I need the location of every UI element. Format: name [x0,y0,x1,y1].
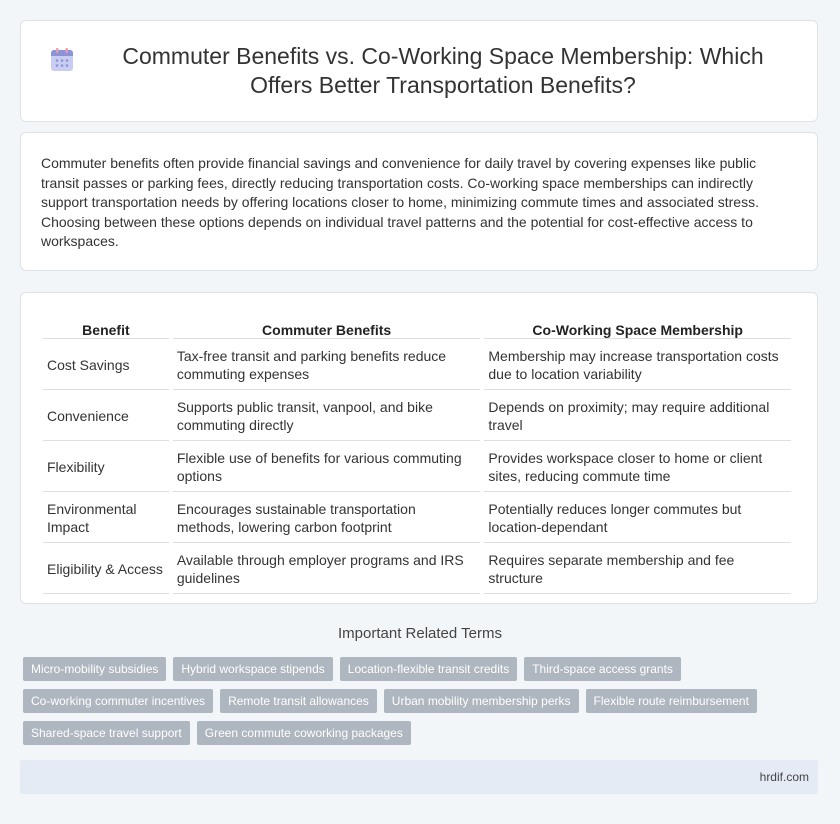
table-row [43,492,791,543]
related-tags [23,657,813,753]
row-commuter: Flexible use of benefits for various commuting options [173,441,481,492]
related-tag[interactable]: Flexible route reimbursement [586,689,757,713]
row-commuter: Tax-free transit and parking benefits reduce commuting expenses [173,339,481,390]
row-coworking: Membership may increase transportation costs due to location variability [484,339,791,390]
related-tag[interactable]: Shared-space travel support [23,721,190,745]
table-row [43,339,791,390]
row-commuter: Available through employer programs and IRS guidelines [173,543,481,594]
row-coworking: Potentially reduces longer commutes but location-dependant [484,492,791,543]
row-benefit: Environmental Impact [43,492,169,543]
comparison-table [39,313,795,594]
table-row [43,543,791,594]
footer [20,760,818,794]
title-card [20,20,818,122]
table-header-row [43,313,791,339]
row-coworking: Depends on proximity; may require additional travel [484,390,791,441]
row-benefit: Flexibility [43,441,169,492]
related-tag[interactable]: Green commute coworking packages [197,721,411,745]
header-commuter-benefits: Commuter Benefits [173,313,481,339]
related-tag[interactable]: Micro-mobility subsidies [23,657,166,681]
page-title: Commuter Benefits vs. Co-Working Space Membership: Which Offers Better Transportation Benefits? [122,43,764,98]
document-icon [49,47,75,73]
related-terms-title: Important Related Terms [338,625,502,642]
table-row [43,390,791,441]
related-tag[interactable]: Hybrid workspace stipends [173,657,332,681]
row-coworking: Provides workspace closer to home or client sites, reducing commute time [484,441,791,492]
related-tag[interactable]: Third-space access grants [524,657,681,681]
related-tag[interactable]: Co-working commuter incentives [23,689,213,713]
related-tag[interactable]: Location-flexible transit credits [340,657,517,681]
row-commuter: Supports public transit, vanpool, and bike commuting directly [173,390,481,441]
related-tag[interactable]: Urban mobility membership perks [384,689,579,713]
title-wrap [49,42,789,100]
header-coworking-membership: Co-Working Space Membership [484,313,791,339]
row-benefit: Convenience [43,390,169,441]
row-benefit: Eligibility & Access [43,543,169,594]
row-coworking: Requires separate membership and fee structure [484,543,791,594]
footer-site-link[interactable]: hrdif.com [759,770,809,784]
summary-card [20,132,818,271]
header-benefit: Benefit [43,313,169,339]
comparison-table-card [20,292,818,604]
related-tag[interactable]: Remote transit allowances [220,689,377,713]
summary-text: Commuter benefits often provide financial savings and convenience for daily travel by covering expenses like public transit passes or parking fees, directly reducing transportation costs. Co-working space memberships can indirectly support transportation needs by offering locations closer to home, minimizing commute times and associated stress. Choosing between these options depends on individual travel patterns and the potential for cost-effective access to workspaces. [41,155,759,249]
table-row [43,441,791,492]
row-benefit: Cost Savings [43,339,169,390]
row-commuter: Encourages sustainable transportation methods, lowering carbon footprint [173,492,481,543]
